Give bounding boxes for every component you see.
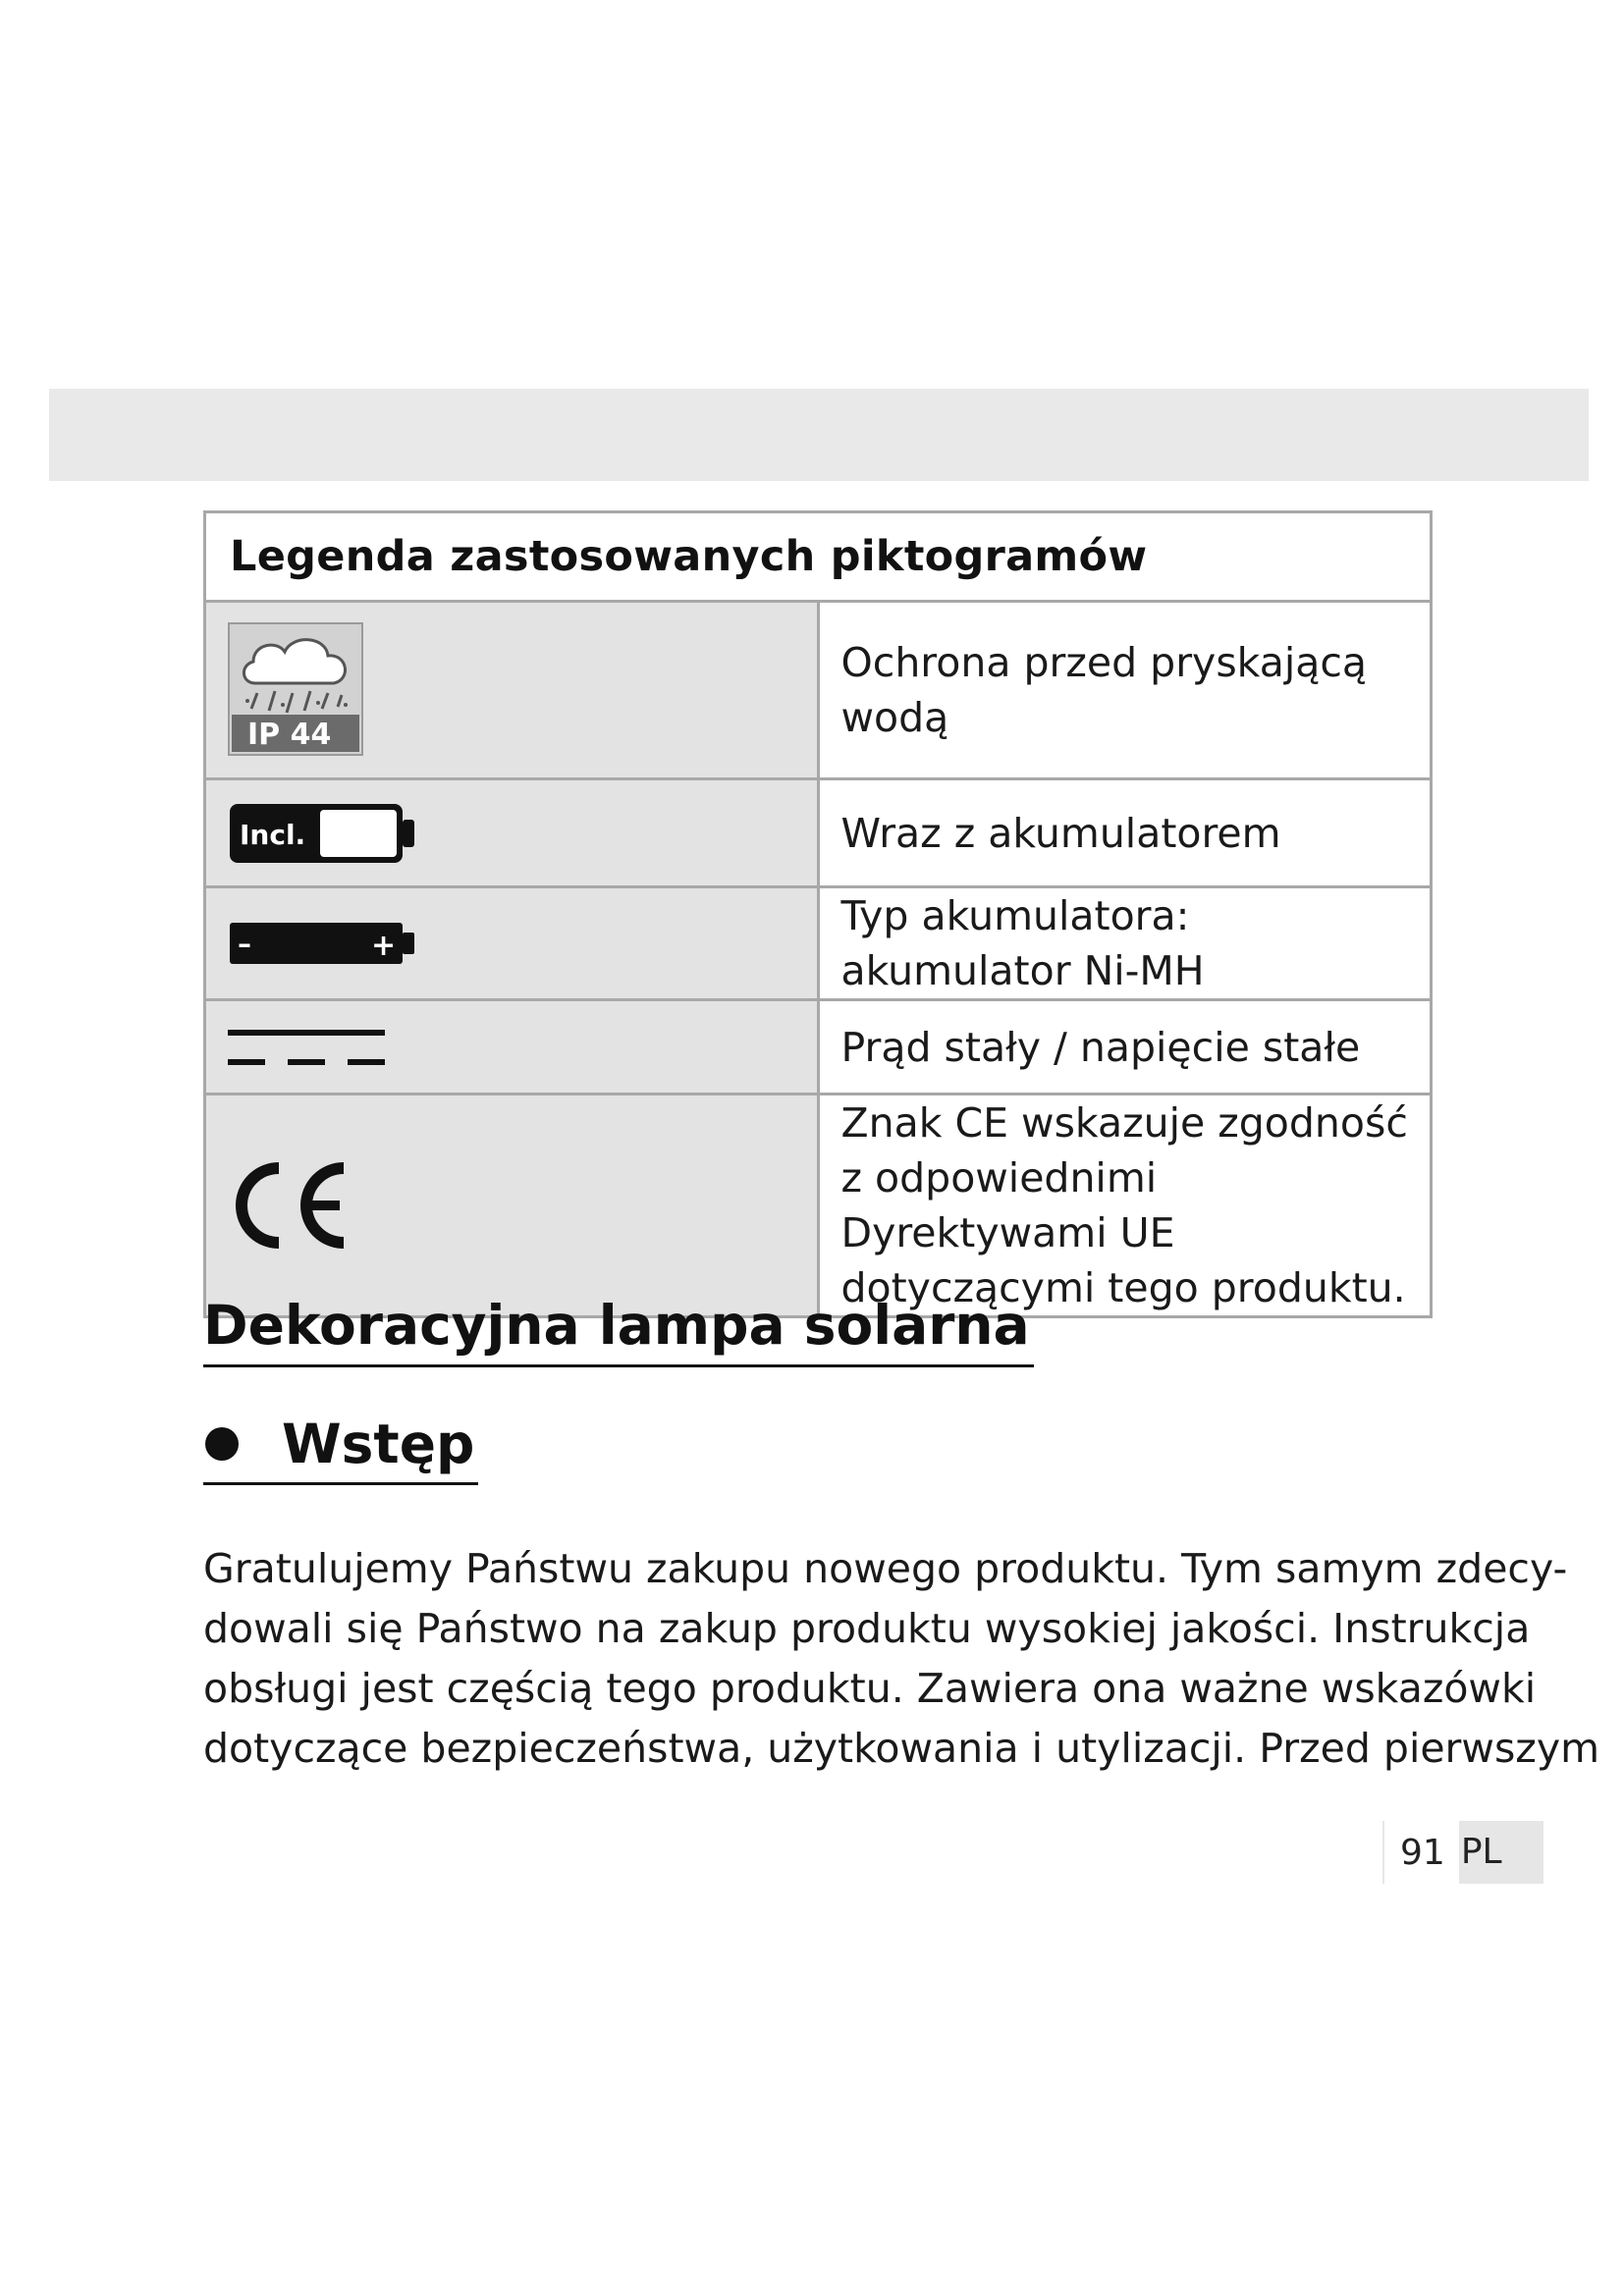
legend-row	[205, 1095, 1432, 1317]
footer-divider	[1382, 1821, 1384, 1884]
legend-row	[205, 1000, 1432, 1095]
legend-title: Legenda zastosowanych piktogramów	[205, 512, 1432, 602]
document-title: Dekoracyjna lampa solarna	[203, 1286, 1034, 1367]
paragraph-line: obsługi jest częścią tego produktu. Zawiera ona ważne wskazówki	[203, 1665, 1537, 1712]
direct-current-icon	[228, 1026, 385, 1069]
paragraph-line: dotyczące bezpieczeństwa, użytkowania i utylizacji. Przed pierwszym	[203, 1725, 1600, 1772]
intro-paragraph	[203, 1539, 1600, 1779]
page-footer	[1382, 1821, 1543, 1884]
legend-icon-cell	[205, 1000, 819, 1095]
svg-text:–: –	[238, 928, 251, 960]
legend-icon-cell	[205, 1095, 819, 1317]
legend-row	[205, 779, 1432, 887]
legend-description: Typ akumulatora: akumulator Ni-MH	[818, 887, 1432, 1000]
legend-icon-cell	[205, 887, 819, 1000]
section-heading	[203, 1406, 478, 1485]
legend-description-line: Dyrektywami UE dotyczącymi tego produktu.	[840, 1209, 1406, 1311]
legend-description	[818, 1095, 1432, 1317]
legend-icon-cell	[205, 602, 819, 779]
legend-description: Prąd stały / napięcie stałe	[818, 1000, 1432, 1095]
legend-description: Ochrona przed pryskającą wodą	[818, 602, 1432, 779]
legend-description-line: Znak CE wskazuje zgodność z odpowiednimi	[840, 1099, 1408, 1201]
language-code: PL	[1459, 1821, 1543, 1884]
section-title: Wstęp	[282, 1413, 475, 1475]
legend-header-row	[205, 512, 1432, 602]
bullet-icon	[205, 1427, 239, 1461]
paragraph-line: Gratulujemy Państwu zakupu nowego produktu. Tym samym zdecy-	[203, 1545, 1568, 1592]
battery-type-icon	[228, 919, 416, 968]
svg-text:Incl.: Incl.	[240, 818, 306, 851]
legend-description: Wraz z akumulatorem	[818, 779, 1432, 887]
header-band	[49, 389, 1589, 481]
legend-row	[205, 887, 1432, 1000]
svg-text:+: +	[371, 929, 397, 963]
paragraph-line: dowali się Państwo na zakup produktu wysokiej jakości. Instrukcja	[203, 1605, 1531, 1652]
splash-water-ip44-icon	[228, 622, 365, 758]
ce-mark-icon	[228, 1158, 355, 1253]
battery-included-icon	[228, 802, 416, 865]
legend-row	[205, 602, 1432, 779]
pictogram-legend-table	[203, 510, 1433, 1318]
page-number: 91	[1400, 1832, 1445, 1873]
legend-icon-cell	[205, 779, 819, 887]
svg-text:IP 44: IP 44	[247, 718, 332, 752]
